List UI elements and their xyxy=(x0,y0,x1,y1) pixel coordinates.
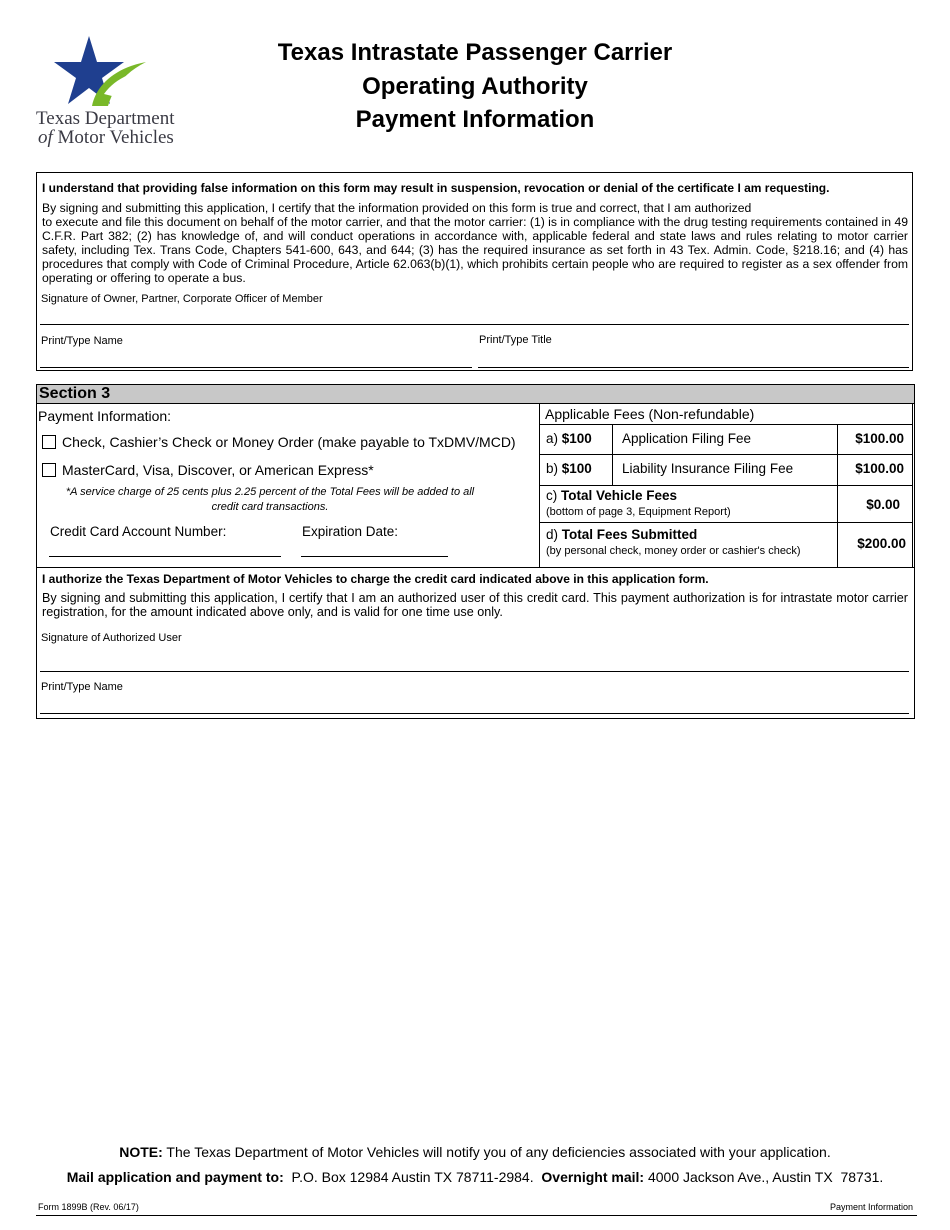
logo-text-2: of Motor Vehicles xyxy=(38,127,174,148)
expiration-date-label: Expiration Date: xyxy=(302,524,399,539)
total-vehicle-fees-label: c) Total Vehicle Fees xyxy=(546,488,678,503)
fee-b-code: b) $100 xyxy=(546,461,592,476)
fees-heading: Applicable Fees (Non-refundable) xyxy=(545,406,755,422)
logo-text: Texas Department xyxy=(36,108,175,129)
page-title-line2: Operating Authority xyxy=(362,73,588,100)
fee-a-amount: $100.00 xyxy=(855,431,904,446)
authorized-user-signature-line[interactable] xyxy=(40,671,909,672)
credit-card-checkbox[interactable] xyxy=(42,463,56,477)
print-name-line[interactable] xyxy=(40,367,472,368)
owner-signature-label: Signature of Owner, Partner, Corporate Officer of Member xyxy=(41,293,323,305)
print-name-label: Print/Type Name xyxy=(41,335,123,347)
form-id: Form 1899B (Rev. 06/17) xyxy=(38,1202,139,1212)
certification-text: to execute and file this document on behalf of the motor carrier, and that the motor carrier: (1) is in compliance with the drug testing requirements contained in 49 C.F.R. Part 382; (2) has knowledge of, and will conduct operations in accordance with, applicable federal and state laws and rules relating to motor carrier safety, including Tex. Trans Code, Chapters 541-600, 643, and 644; (3) has the required insurance as set forth in 43 Tex. Admin. Code, §218.16; and (4) has procedures that comply with Code of Criminal Procedure, Article 62.063(b)(1), which prohibits certain people who are required to register as a sex offender from operating or offering to operate a bus. xyxy=(42,215,908,285)
print-title-line[interactable] xyxy=(478,367,909,368)
check-payment-checkbox[interactable] xyxy=(42,435,56,449)
total-vehicle-fees-sub: (bottom of page 3, Equipment Report) xyxy=(546,506,731,518)
fee-a-name: Application Filing Fee xyxy=(622,431,752,446)
fees-rule xyxy=(539,485,913,486)
page-footer-label: Payment Information xyxy=(829,1202,913,1212)
total-vehicle-fees-amount: $0.00 xyxy=(866,497,900,512)
authorization-text: By signing and submitting this application, I certify that I am an authorized user of this credit card. This payment authorization is for intrastate motor carrier registration, for the amount indicated above only, and is valid for one time use only. xyxy=(42,591,908,619)
fee-a-code: a) $100 xyxy=(546,431,592,446)
page-title-line1: Texas Intrastate Passenger Carrier xyxy=(277,39,673,66)
fees-col-rule xyxy=(612,424,613,485)
mailing-address: Mail application and payment to: P.O. Box 12984 Austin TX 78711-2984. Overnight mail: 4000 Jackson Ave., Austin TX 78731. xyxy=(66,1169,884,1185)
check-payment-label: Check, Cashier’s Check or Money Order (make payable to TxDMV/MCD) xyxy=(62,434,516,450)
fees-col-rule xyxy=(837,424,838,567)
credit-card-label: MasterCard, Visa, Discover, or American Express* xyxy=(62,462,374,478)
fees-rule xyxy=(539,522,913,523)
fee-b-amount: $100.00 xyxy=(855,461,904,476)
certification-text-line1: By signing and submitting this application, I certify that the information provided on this form is true and correct, that I am authorized xyxy=(42,201,752,215)
authorized-print-name-line[interactable] xyxy=(40,713,909,714)
total-fees-submitted-label: d) Total Fees Submitted xyxy=(546,527,698,542)
deficiency-note: NOTE: The Texas Department of Motor Vehicles will notify you of any deficiencies associated with your application. xyxy=(119,1144,831,1160)
fee-b-name: Liability Insurance Filing Fee xyxy=(622,461,794,476)
expiration-date-field[interactable] xyxy=(301,556,448,557)
total-fees-submitted-sub: (by personal check, money order or cashier's check) xyxy=(546,545,801,557)
authorization-heading: I authorize the Texas Department of Motor Vehicles to charge the credit card indicated above in this application form. xyxy=(42,572,709,586)
footer-rule xyxy=(36,1215,917,1216)
payment-information-label: Payment Information: xyxy=(38,408,172,424)
false-info-warning: I understand that providing false information on this form may result in suspension, revocation or denial of the certificate I am requesting. xyxy=(42,181,830,195)
print-title-label: Print/Type Title xyxy=(479,334,552,346)
section3-heading: Section 3 xyxy=(36,384,915,404)
total-fees-submitted-amount: $200.00 xyxy=(857,536,906,551)
fees-rule xyxy=(539,424,913,425)
card-number-label: Credit Card Account Number: xyxy=(50,524,227,539)
fees-rule xyxy=(539,454,913,455)
owner-signature-line[interactable] xyxy=(40,324,909,325)
authorized-print-name-label: Print/Type Name xyxy=(41,681,123,693)
service-charge-note: *A service charge of 25 cents plus 2.25 percent of the Total Fees will be added to all credit card transactions. xyxy=(65,486,475,513)
page-title-line3: Payment Information xyxy=(355,106,595,133)
authorized-user-signature-label: Signature of Authorized User xyxy=(41,632,182,644)
card-number-field[interactable] xyxy=(49,556,281,557)
